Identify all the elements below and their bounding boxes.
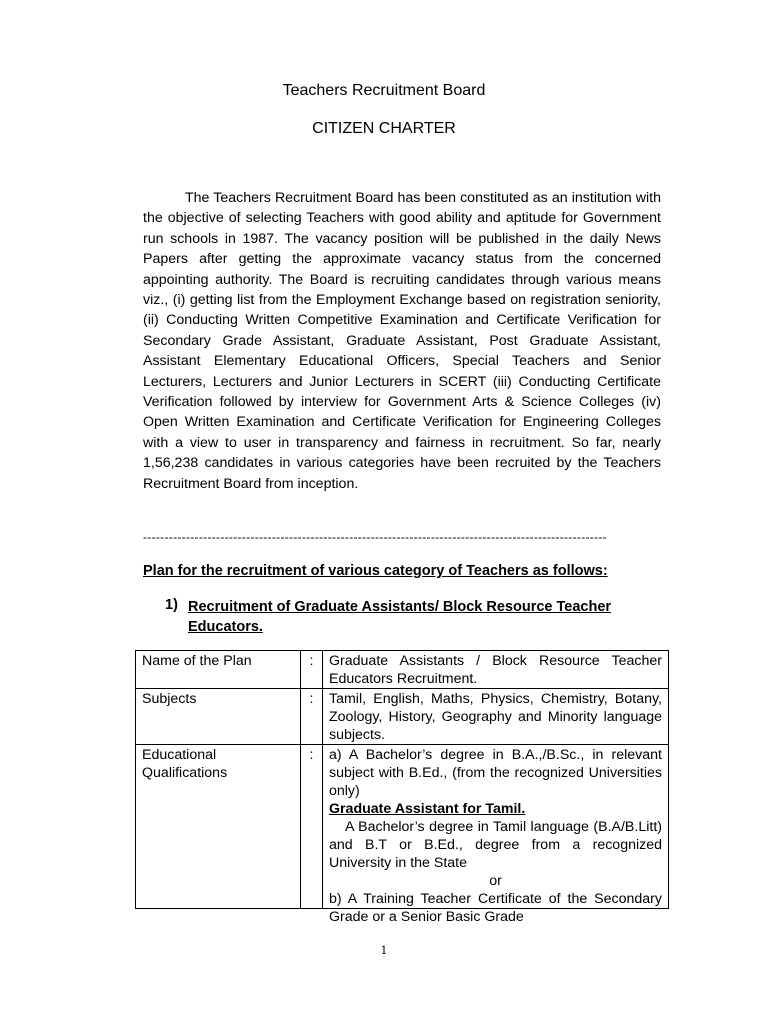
row-label: Educational Qualifications (136, 745, 301, 909)
or-text: or (489, 873, 502, 889)
document-title: Teachers Recruitment Board (282, 82, 486, 99)
dashed-separator: ------------------------------------------------------------------------------------------------------------ (143, 530, 607, 544)
row-separator: : (301, 651, 323, 689)
tamil-qualification: A Bachelor’s degree in Tamil language (B.A/B.Litt) and B.T or B.Ed., degree from a recognized University in the State (329, 819, 662, 871)
row-separator: : (301, 689, 323, 745)
tamil-heading: Graduate Assistant for Tamil. (329, 801, 526, 817)
table-row (136, 745, 669, 909)
intro-paragraph: The Teachers Recruitment Board has been constituted as an institution with the objective of selecting Teachers with good ability and aptitude for Government run schools in 1987. The vacancy position will be published in the daily News Papers after getting the approximate vacancy status from the concerned appointing authority. The Board is recruiting candidates through various means viz., (i) getting list from the Employment Exchange based on registration seniority, (ii) Conducting Written Competitive Examination and Certificate Verification for Secondary Grade Assistant, Graduate Assistant, Post Graduate Assistant, Assistant Elementary Educational Officers, Special Teachers and Senior Lecturers, Lecturers and Junior Lecturers in SCERT (iii) Conducting Certificate Verification followed by interview for Government Arts & Science Colleges (iv) Open Written Examination and Certificate Verification for Engineering Colleges with a view to user in transparency and fairness in recruitment. So far, nearly 1,56,238 candidates in various categories have been recruited by the Teachers Recruitment Board from inception. (143, 190, 661, 492)
plan-heading: Plan for the recruitment of various category of Teachers as follows: (143, 563, 608, 579)
row-value: Graduate Assistants / Block Resource Teacher Educators Recruitment. (323, 651, 669, 689)
row-value (323, 745, 669, 925)
document-subtitle: CITIZEN CHARTER (312, 120, 456, 137)
section-heading: Recruitment of Graduate Assistants/ Block Resource Teacher Educators. (188, 599, 612, 635)
row-value: Tamil, English, Maths, Physics, Chemistry, Botany, Zoology, History, Geography and Minority language subjects. (323, 689, 669, 745)
table-row (136, 689, 669, 745)
row-label: Name of the Plan (136, 651, 301, 689)
row-label: Subjects (136, 689, 301, 745)
education-details (329, 746, 662, 925)
section-number: 1) (165, 597, 178, 613)
page-number: 1 (380, 944, 388, 957)
table-row (136, 651, 669, 689)
row-separator: : (301, 745, 323, 909)
qualification-a: a) A Bachelor’s degree in B.A.,/B.Sc., in relevant subject with B.Ed., (from the recognized Universities only) (329, 747, 662, 799)
qualification-b: b) A Training Teacher Certificate of the Secondary Grade or a Senior Basic Grade (329, 891, 662, 925)
plan-table (135, 650, 669, 925)
